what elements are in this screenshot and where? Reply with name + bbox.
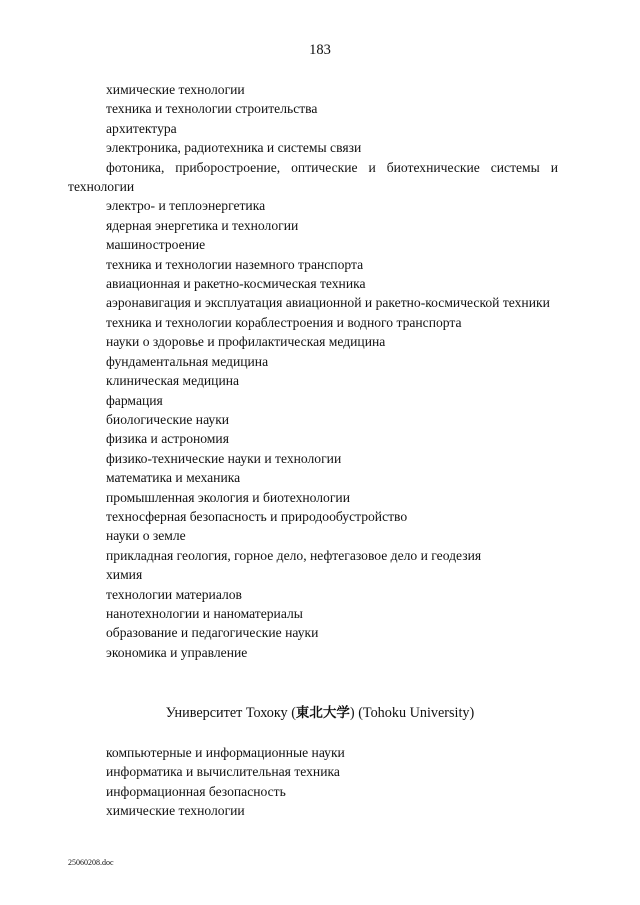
list-item: химия (106, 567, 143, 583)
tohoku-field-list (68, 743, 558, 821)
list-item: техносферная безопасность и природообустройство (106, 508, 408, 524)
list-item: химические технологии (106, 803, 245, 819)
heading-prefix: Университет Тохоку ( (165, 705, 296, 721)
file-name-footer: 25060208.doc (68, 858, 114, 867)
list-item: техника и технологии кораблестроения и водного транспорта (106, 314, 462, 330)
list-item: технологии материалов (106, 586, 242, 602)
list-item: электро- и теплоэнергетика (106, 198, 266, 214)
list-item: информационная безопасность (106, 783, 286, 799)
list-item: компьютерные и информационные науки (106, 745, 345, 760)
list-item: ядерная энергетика и технологии (106, 217, 299, 233)
list-item: науки о земле (106, 528, 186, 544)
list-item: авиационная и ракетно-космическая техника (106, 276, 366, 292)
list-item: техника и технологии наземного транспорта (106, 256, 364, 272)
list-item: фотоника, приборостроение, оптические и биотехнические системы и технологии (68, 159, 558, 195)
list-item: образование и педагогические науки (106, 625, 319, 641)
page-number: 183 (309, 42, 331, 58)
list-item: электроника, радиотехника и системы связи (106, 140, 362, 156)
list-item: техника и технологии строительства (106, 101, 318, 117)
list-item: машиностроение (106, 237, 206, 253)
list-item: физико-технические науки и технологии (106, 450, 342, 466)
heading-cjk-name: 東北大学 (295, 705, 350, 721)
list-item: нанотехнологии и наноматериалы (106, 605, 303, 621)
list-item: архитектура (106, 120, 177, 136)
university-heading (0, 701, 640, 722)
list-item: аэронавигация и эксплуатация авиационной и ракетно-космической техники (106, 295, 550, 311)
list-item: прикладная геология, горное дело, нефтегазовое дело и геодезия (106, 547, 482, 563)
list-item: химические технологии (106, 82, 245, 97)
list-item: экономика и управление (106, 644, 248, 660)
list-item: клиническая медицина (106, 373, 240, 389)
field-list (68, 80, 558, 662)
list-item: промышленная экология и биотехнологии (106, 489, 350, 505)
list-item: математика и механика (106, 470, 241, 486)
list-item: фундаментальная медицина (106, 353, 269, 369)
heading-suffix: ) (Tohoku University) (349, 705, 475, 721)
list-item: науки о здоровье и профилактическая медицина (106, 334, 386, 350)
list-item: биологические науки (106, 411, 230, 427)
list-item: фармация (106, 392, 163, 408)
list-item: информатика и вычислительная техника (106, 764, 340, 780)
list-item: физика и астрономия (106, 431, 229, 447)
